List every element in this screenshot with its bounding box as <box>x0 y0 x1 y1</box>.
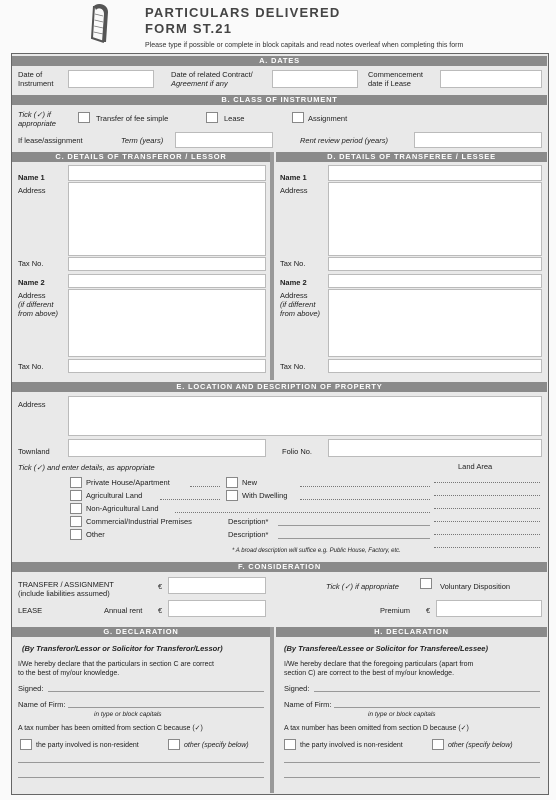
d-if-different-label-2: from above) <box>280 309 321 318</box>
d-address-label: Address <box>280 186 308 195</box>
term-field[interactable] <box>175 132 273 148</box>
annual-rent-field[interactable] <box>168 600 266 617</box>
with-dwelling-checkbox[interactable] <box>226 490 238 501</box>
c-name2-label: Name 2 <box>18 278 45 287</box>
section-c-heading: C. DETAILS OF TRANSFEROR / LESSOR <box>12 152 270 162</box>
land-area-label: Land Area <box>458 462 493 471</box>
transfer-fee-simple-label: Transfer of fee simple <box>96 114 169 123</box>
commencement-label-2: date if Lease <box>368 79 411 88</box>
d-name1-label: Name 1 <box>280 173 307 182</box>
h-signed-label: Signed: <box>284 684 310 693</box>
commencement-field[interactable] <box>440 70 542 88</box>
h-subheading: (By Transferee/Lessee or Solicitor for Transferee/Lessee) <box>284 644 488 653</box>
agricultural-land-label: Agricultural Land <box>86 491 143 500</box>
land-area-line-6[interactable] <box>434 547 540 548</box>
g-signed-line[interactable] <box>48 691 264 692</box>
date-instrument-label-1: Date of <box>18 70 43 79</box>
g-declaration-line-2: to the best of my/our knowledge. <box>18 670 120 677</box>
g-specify-line-2[interactable] <box>18 777 264 778</box>
d-taxno-label: Tax No. <box>280 259 306 268</box>
private-house-dots <box>190 486 220 487</box>
with-dwelling-label: With Dwelling <box>242 491 288 500</box>
e-address-field[interactable] <box>68 396 542 436</box>
d-address2-field[interactable] <box>328 289 542 357</box>
g-nonresident-label: the party involved is non-resident <box>36 742 139 749</box>
annual-rent-label: Annual rent <box>104 606 143 615</box>
transfer-assignment-label: TRANSFER / ASSIGNMENT <box>18 580 114 589</box>
description-footnote: * A broad description will suffice e.g. Public House, Factory, etc. <box>232 548 401 554</box>
c-taxno-label: Tax No. <box>18 259 44 268</box>
g-firm-label: Name of Firm: <box>18 700 66 709</box>
commencement-label-1: Commencement <box>368 70 424 79</box>
rent-review-field[interactable] <box>414 132 542 148</box>
h-specify-line-2[interactable] <box>284 777 540 778</box>
c-name1-field[interactable] <box>68 165 266 181</box>
tick-appropriate-label-2: appropriate <box>18 119 56 128</box>
c-name2-field[interactable] <box>68 274 266 288</box>
voluntary-disposition-label: Voluntary Disposition <box>440 582 511 591</box>
transfer-amount-field[interactable] <box>168 577 266 594</box>
g-declaration-line-1: I/We hereby declare that the particulars in section C are correct <box>18 661 214 668</box>
commercial-premises-checkbox[interactable] <box>70 516 82 527</box>
d-address-field[interactable] <box>328 182 542 256</box>
g-nonresident-checkbox[interactable] <box>20 739 32 750</box>
c-name1-label: Name 1 <box>18 173 45 182</box>
if-lease-label: If lease/assignment <box>18 136 83 145</box>
section-b-heading: B. CLASS OF INSTRUMENT <box>12 95 547 105</box>
h-block-capitals-label: in type or block capitals <box>368 711 436 718</box>
e-address-label: Address <box>18 400 46 409</box>
c-address2-label: Address <box>18 291 46 300</box>
h-other-label: other (specify below) <box>448 742 513 749</box>
h-specify-line-1[interactable] <box>284 762 540 763</box>
d-taxno2-field[interactable] <box>328 359 542 373</box>
tick-enter-label: Tick (✓) and enter details, as appropriate <box>18 463 155 472</box>
c-address-label: Address <box>18 186 46 195</box>
townland-field[interactable] <box>68 439 266 457</box>
assignment-checkbox[interactable] <box>292 112 304 123</box>
form-number: FORM ST.21 <box>145 21 233 36</box>
date-instrument-label: Instrument <box>18 79 54 88</box>
c-address-field[interactable] <box>68 182 266 256</box>
g-other-checkbox[interactable] <box>168 739 180 750</box>
h-declaration-line-1: I/We hereby declare that the foregoing particulars (apart from <box>284 661 474 668</box>
g-firm-line[interactable] <box>68 707 264 708</box>
land-area-line-3[interactable] <box>434 508 540 509</box>
h-firm-label: Name of Firm: <box>284 700 332 709</box>
assignment-label: Assignment <box>308 114 348 123</box>
g-subheading: (By Transferor/Lessor or Solicitor for Transferor/Lessor) <box>22 644 223 653</box>
include-liabilities-label: (include liabilities assumed) <box>18 589 110 598</box>
new-checkbox[interactable] <box>226 477 238 488</box>
h-tax-omitted-label: A tax number has been omitted from section D because (✓) <box>284 725 469 732</box>
d-name2-label: Name 2 <box>280 278 307 287</box>
instructions-text: Please type if possible or complete in block capitals and read notes overleaf when completing this form <box>145 42 464 49</box>
c-taxno2-label: Tax No. <box>18 362 44 371</box>
other-label: Other <box>86 530 105 539</box>
land-area-line-5[interactable] <box>434 534 540 535</box>
land-area-line-4[interactable] <box>434 521 540 522</box>
c-taxno-field[interactable] <box>68 257 266 271</box>
g-block-capitals-label: in type or block capitals <box>94 711 162 718</box>
section-d-heading: D. DETAILS OF TRANSFEREE / LESSEE <box>276 152 547 162</box>
d-if-different-label-1: (if different <box>280 300 316 309</box>
d-name2-field[interactable] <box>328 274 542 288</box>
agricultural-dots <box>160 499 220 500</box>
private-house-label: Private House/Apartment <box>86 478 170 487</box>
date-contract-field[interactable] <box>272 70 358 88</box>
date-contract-label-2: Agreement if any <box>171 79 228 88</box>
h-declaration-line-2: section C) are correct to the best of my/our knowledge. <box>284 670 455 677</box>
section-h-heading: H. DECLARATION <box>276 627 547 637</box>
g-signed-label: Signed: <box>18 684 44 693</box>
form-title: PARTICULARS DELIVERED <box>145 5 341 20</box>
h-nonresident-label: the party involved is non-resident <box>300 742 403 749</box>
date-instrument-field[interactable] <box>68 70 154 88</box>
non-agricultural-land-label: Non-Agricultural Land <box>86 504 159 513</box>
d-address2-label: Address <box>280 291 308 300</box>
section-gh-divider <box>270 627 274 793</box>
section-g-heading: G. DECLARATION <box>12 627 270 637</box>
d-name1-field[interactable] <box>328 165 542 181</box>
d-taxno2-label: Tax No. <box>280 362 306 371</box>
g-specify-line-1[interactable] <box>18 762 264 763</box>
description2-line[interactable] <box>278 538 430 539</box>
private-house-checkbox[interactable] <box>70 477 82 488</box>
non-agricultural-land-checkbox[interactable] <box>70 503 82 514</box>
premium-field[interactable] <box>436 600 542 617</box>
h-firm-line[interactable] <box>334 707 540 708</box>
new-label: New <box>242 478 258 487</box>
folio-field[interactable] <box>328 439 542 457</box>
euro-symbol-3: € <box>426 606 431 615</box>
harp-logo <box>88 2 112 46</box>
section-a-heading: A. DATES <box>12 56 547 66</box>
h-other-checkbox[interactable] <box>432 739 444 750</box>
land-area-line-1[interactable] <box>434 482 540 483</box>
transfer-fee-simple-checkbox[interactable] <box>78 112 90 123</box>
folio-label: Folio No. <box>282 447 313 456</box>
section-f-heading: F. CONSIDERATION <box>12 562 547 572</box>
commercial-premises-label: Commercial/Industrial Premises <box>86 517 192 526</box>
c-if-different-label-1: (if different <box>18 300 54 309</box>
description1-line[interactable] <box>278 525 430 526</box>
date-contract-label-1: Date of related Contract/ <box>171 70 253 79</box>
c-if-different-label-2: from above) <box>18 309 59 318</box>
description2-label: Description* <box>228 530 269 539</box>
euro-symbol-2: € <box>158 606 163 615</box>
h-nonresident-checkbox[interactable] <box>284 739 296 750</box>
section-cd-divider <box>270 152 274 380</box>
g-tax-omitted-label: A tax number has been omitted from section C because (✓) <box>18 725 203 732</box>
term-label: Term (years) <box>121 136 164 145</box>
rent-review-label: Rent review period (years) <box>300 136 388 145</box>
premium-label: Premium <box>380 606 411 615</box>
other-checkbox[interactable] <box>70 529 82 540</box>
c-taxno2-field[interactable] <box>68 359 266 373</box>
d-taxno-field[interactable] <box>328 257 542 271</box>
euro-symbol-1: € <box>158 582 163 591</box>
section-e-heading: E. LOCATION AND DESCRIPTION OF PROPERTY <box>12 382 547 392</box>
lease-consideration-label: LEASE <box>18 606 43 615</box>
land-area-line-2[interactable] <box>434 495 540 496</box>
c-address2-field[interactable] <box>68 289 266 357</box>
voluntary-disposition-checkbox[interactable] <box>420 578 432 589</box>
non-agricultural-dots <box>175 512 430 513</box>
townland-label: Townland <box>18 447 50 456</box>
g-other-label: other (specify below) <box>184 742 249 749</box>
lease-checkbox[interactable] <box>206 112 218 123</box>
new-dots <box>300 486 430 487</box>
description1-label: Description* <box>228 517 269 526</box>
tick-if-appropriate-label: Tick (✓) if appropriate <box>326 582 399 591</box>
lease-label: Lease <box>224 114 245 123</box>
tick-appropriate-label-1: Tick (✓) if <box>18 110 51 119</box>
h-signed-line[interactable] <box>314 691 540 692</box>
with-dwelling-dots <box>300 499 430 500</box>
agricultural-land-checkbox[interactable] <box>70 490 82 501</box>
